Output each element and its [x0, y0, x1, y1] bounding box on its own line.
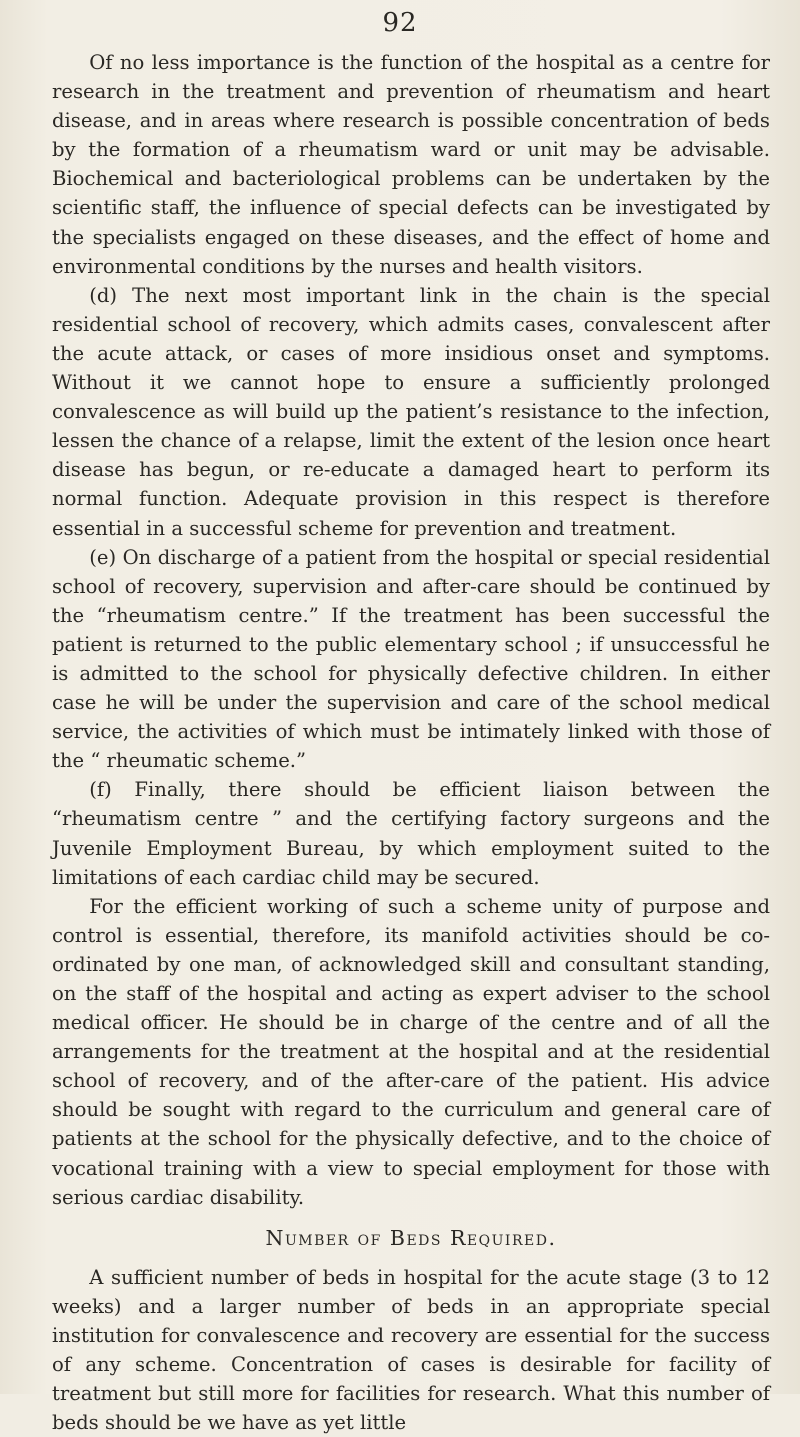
body-text [52, 48, 770, 1437]
paragraph-research: Of no less importance is the function of the hospital as a centre for research in the treatment and prevention of rheumatism and heart disease, and in areas where research is possible concentration of beds by the formation of a rheumatism ward or unit may be advisable. Biochemical and bacteriological problems can be undertaken by the scientific staff, the influence of special defects can be investigated by the specialists engaged on these diseases, and the effect of home and environmental conditions by the nurses and health visitors. [52, 51, 770, 278]
paragraph-f-liaison: (f) Finally, there should be efficient liaison between the “rheumatism centre ” and the certifying factory surgeons and the Juvenile Employment Bureau, by which employment suited to the limitations of each cardiac child may be secured. [52, 778, 770, 889]
paragraph-e-discharge: (e) On discharge of a patient from the hospital or special residential school of recovery, supervision and after-care should be continued by the “rheumatism centre.” If the treatment has been successful the patient is returned to the public elementary school ; if unsuccessful he is admitted to the school for physically defective children. In either case he will be under the supervision and care of the school medical service, the activities of which must be intimately linked with those of the “ rheumatic scheme.” [52, 545, 770, 773]
section-heading: Number of Beds Required. [265, 1225, 557, 1250]
paragraph-d-residential-school: (d) The next most important link in the chain is the special residential school of recovery, which admits cases, convalescent after the acute attack, or cases of more insidious onset and symptoms. Without it we cannot hope to ensure a sufficiently prolonged convalescence as will build up the patient’s resistance to the infection, lessen the chance of a relapse, limit the extent of the lesion once heart disease has begun, or re-educate a damaged heart to perform its normal function. Adequate provision in this respect is therefore essential in a successful scheme for prevention and treatment. [52, 283, 770, 540]
page-number: 92 [382, 8, 418, 38]
paragraph-unity-of-purpose: For the efficient working of such a scheme unity of purpose and control is essential, therefore, its manifold activities should be co-ordinated by one man, of acknowledged skill and consultant standing, on the staff of the hospital and acting as expert adviser to the school medical officer. He should be in charge of the centre and of all the arrangements for the treatment at the hospital and at the residential school of recovery, and of the after-care of the patient. His advice should be sought with regard to the curriculum and general care of patients at the school for the physically defective, and to the choice of vocational training with a view to special employment for those with serious cardiac disability. [52, 894, 770, 1209]
paragraph-number-of-beds: A sufficient number of beds in hospital for the acute stage (3 to 12 weeks) and a larger number of beds in an appropriate special institution for convalescence and recovery are essential for the success of any scheme. Concentration of cases is desirable for facility of treatment but still more for facilities for research. What this number of beds should be we have as yet little [52, 1265, 770, 1435]
